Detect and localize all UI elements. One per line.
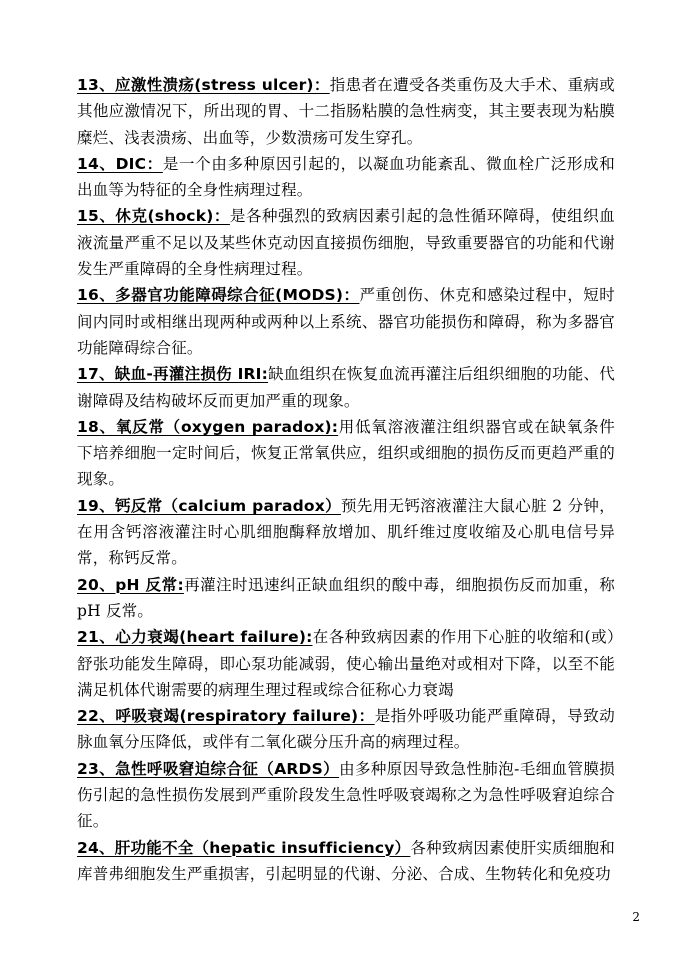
entry-15 bbox=[77, 203, 615, 282]
definition-23: 由多种原因导致急性肺泡-毛细血管膜损伤引起的急性损伤发展到严重阶段发生急性呼吸衰竭称之为急性呼吸窘迫综合征。 bbox=[77, 759, 615, 831]
term-19: 19、钙反常（calcium paradox） bbox=[77, 496, 341, 515]
term-18: 18、氧反常（oxygen paradox): bbox=[77, 417, 339, 436]
definition-24: 各种致病因素使肝实质细胞和库普弗细胞发生严重损害，引起明显的代谢、分泌、合成、生物转化和免疫功 bbox=[77, 838, 615, 883]
definition-15: 是各种强烈的致病因素引起的急性循环障碍，使组织血液流量严重不足以及某些休克动因直接损伤细胞，导致重要器官的功能和代谢发生严重障碍的全身性病理过程。 bbox=[77, 207, 615, 279]
term-23: 23、急性呼吸窘迫综合征（ARDS） bbox=[77, 759, 340, 778]
entry-14 bbox=[77, 151, 615, 204]
page-number: 2 bbox=[632, 910, 640, 924]
definition-14: 是一个由多种原因引起的，以凝血功能紊乱、微血栓广泛形成和出血等为特征的全身性病理过程。 bbox=[77, 154, 615, 200]
entry-24 bbox=[77, 835, 615, 888]
term-13: 13、应激性溃疡(stress ulcer)： bbox=[77, 76, 330, 94]
glossary-text bbox=[77, 72, 615, 887]
definition-20: 再灌注时迅速纠正缺血组织的酸中毒，细胞损伤反而加重，称 pH 反常。 bbox=[77, 575, 615, 620]
entry-23 bbox=[77, 756, 615, 835]
entry-13 bbox=[77, 72, 615, 151]
term-20: 20、pH 反常: bbox=[77, 575, 184, 594]
entry-22 bbox=[77, 703, 615, 756]
entry-17 bbox=[77, 361, 615, 414]
definition-17: 缺血组织在恢复血流再灌注后组织细胞的功能、代谢障碍及结构破坏反而更加严重的现象。 bbox=[77, 365, 615, 410]
definition-16: 严重创伤、休克和感染过程中，短时间内同时或相继出现两种或两种以上系统、器官功能损伤和障碍，称为多器官功能障碍综合征。 bbox=[77, 286, 615, 357]
term-22: 22、呼吸衰竭(respiratory failure)： bbox=[77, 707, 375, 726]
term-15: 15、休克(shock)： bbox=[77, 207, 230, 226]
definition-21: 在各种致病因素的作用下心脏的收缩和(或）舒张功能发生障碍，即心泵功能减弱，使心输出量绝对或相对下降，以至不能满足机体代谢需要的病理生理过程或综合征称心力衰竭 bbox=[77, 628, 615, 699]
definition-22: 是指外呼吸功能严重障碍，导致动脉血氧分压降低，或伴有二氧化碳分压升高的病理过程。 bbox=[77, 707, 615, 752]
entry-19 bbox=[77, 493, 615, 572]
term-16: 16、多器官功能障碍综合征(MODS)： bbox=[77, 286, 360, 305]
term-24: 24、肝功能不全（hepatic insufficiency） bbox=[77, 838, 411, 857]
term-14: 14、DIC： bbox=[77, 154, 163, 173]
definition-13: 指患者在遭受各类重伤及大手术、重病或其他应激情况下，所出现的胃、十二指肠粘膜的急性病变，其主要表现为粘膜糜烂、浅表溃疡、出血等，少数溃疡可发生穿孔。 bbox=[77, 76, 615, 147]
definition-19: 预先用无钙溶液灌注大鼠心脏 2 分钟，在用含钙溶液灌注时心肌细胞酶释放增加、肌纤维过度收缩及心肌电信号异常，称钙反常。 bbox=[77, 496, 615, 568]
term-17: 17、缺血-再灌注损伤 IRI: bbox=[77, 365, 269, 384]
entry-20 bbox=[77, 572, 615, 625]
definition-18: 用低氧溶液灌注组织器官或在缺氧条件下培养细胞一定时间后，恢复正常氧供应，组织或细胞的损伤反而更趋严重的现象。 bbox=[77, 417, 615, 489]
entry-18 bbox=[77, 414, 615, 493]
entry-21 bbox=[77, 624, 615, 703]
entry-16 bbox=[77, 282, 615, 361]
term-21: 21、心力衰竭(heart failure): bbox=[77, 628, 313, 647]
